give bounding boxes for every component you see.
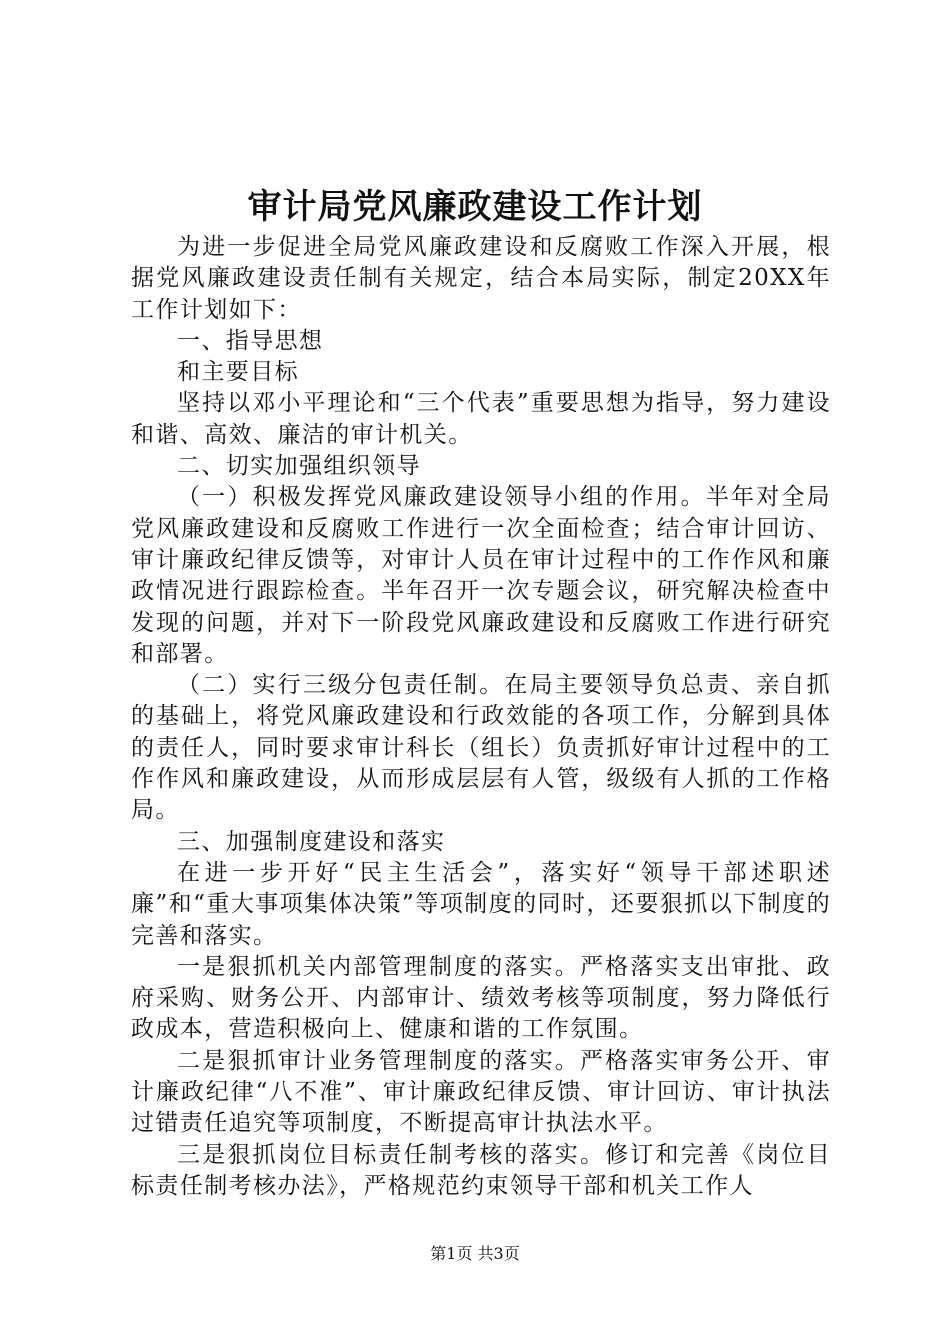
page-footer: 第1页 共3页 bbox=[430, 1244, 520, 1263]
paragraph-internal-management: 一是狠抓机关内部管理制度的落实。严格落实支出审批、政府采购、财务公开、内部审计、绩效考核等项制度，努力降低行政成本，营造积极向上、健康和谐的工作氛围。 bbox=[131, 953, 831, 1043]
paragraph-leadership-group: （一）积极发挥党风廉政建设领导小组的作用。半年对全局党风廉政建设和反腐败工作进行一次全面检查；结合审计回访、审计廉政纪律反馈等，对审计人员在审计过程中的工作作风和廉政情况进行跟踪检查。半年召开一次专题会议，研究解决检查中发现的问题，并对下一阶段党风廉政建设和反腐败工作进行研究和部署。 bbox=[131, 484, 831, 667]
section-heading-1: 一、指导思想 bbox=[177, 327, 324, 354]
paragraph-audit-management: 二是狠抓审计业务管理制度的落实。严格落实审务公开、审计廉政纪律“八不准”、审计廉政纪律反馈、审计回访、审计执法过错责任追究等项制度，不断提高审计执法水平。 bbox=[131, 1047, 831, 1137]
paragraph-responsibility-system: （二）实行三级分包责任制。在局主要领导负总责、亲自抓的基础上，将党风廉政建设和行政效能的各项工作，分解到具体的责任人，同时要求审计科长（组长）负责抓好审计过程中的工作作风和廉政建设，从而形成层层有人管，级级有人抓的工作格局。 bbox=[131, 672, 831, 824]
document-title: 审计局党风廉政建设工作计划 bbox=[247, 187, 703, 227]
document-body bbox=[131, 232, 831, 1202]
section-heading-2: 二、切实加强组织领导 bbox=[177, 453, 421, 480]
section-heading-3: 三、加强制度建设和落实 bbox=[177, 828, 446, 855]
paragraph-target-responsibility: 三是狠抓岗位目标责任制考核的落实。修订和完善《岗位目标责任制考核办法》，严格规范约束领导干部和机关工作人 bbox=[131, 1141, 831, 1199]
paragraph-system-building: 在进一步开好“民主生活会”，落实好“领导干部述职述廉”和“重大事项集体决策”等项制度的同时，还要狠抓以下制度的完善和落实。 bbox=[131, 859, 831, 949]
section-heading-1-continued: 和主要目标 bbox=[177, 359, 299, 386]
paragraph-guiding-thought: 坚持以邓小平理论和“三个代表”重要思想为指导，努力建设和谐、高效、廉洁的审计机关。 bbox=[131, 390, 831, 448]
paragraph-intro: 为进一步促进全局党风廉政建设和反腐败工作深入开展，根据党风廉政建设责任制有关规定，结合本局实际，制定20XX年工作计划如下： bbox=[131, 234, 831, 323]
